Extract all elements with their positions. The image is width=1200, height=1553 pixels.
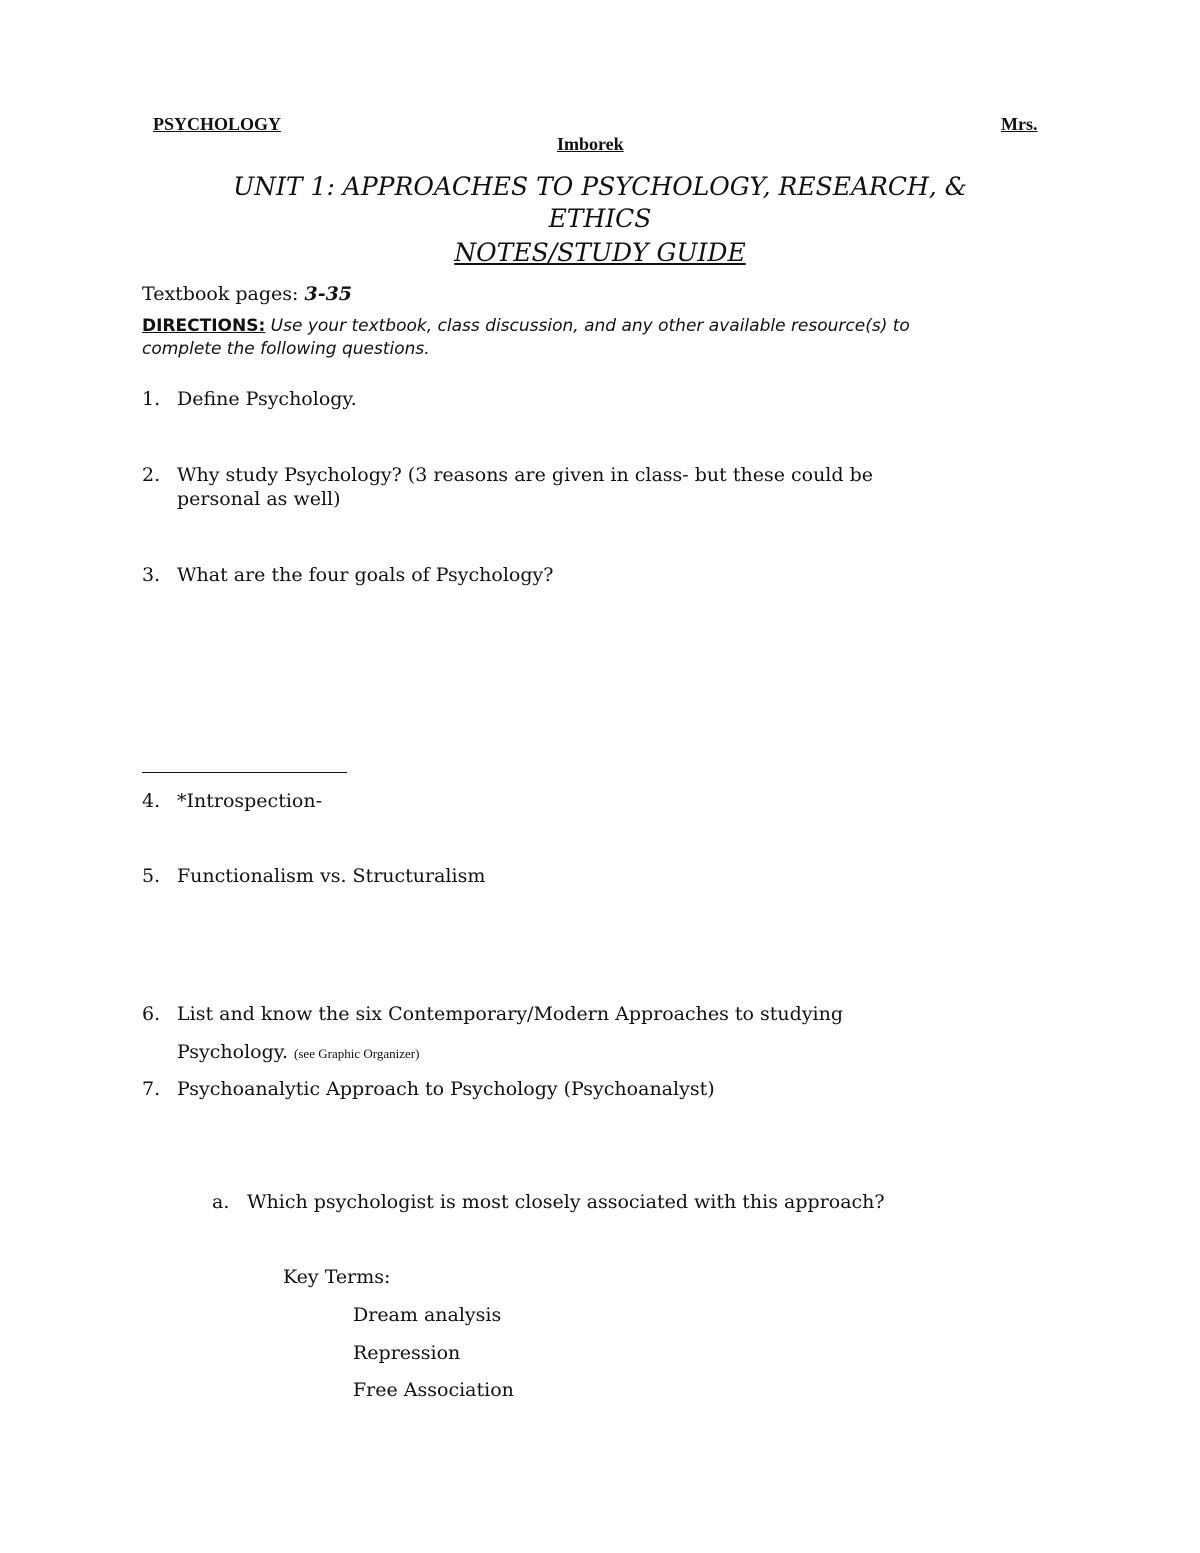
question-text-continued-main: Psychology.: [177, 1041, 295, 1063]
question-text: What are the four goals of Psychology?: [177, 564, 554, 586]
question-number: 3.: [142, 564, 161, 586]
question-text: Functionalism vs. Structuralism: [177, 865, 486, 887]
question-text: Define Psychology.: [177, 388, 357, 410]
page-title-line-1: UNIT 1: APPROACHES TO PSYCHOLOGY, RESEARCH, &: [233, 172, 967, 201]
question-number: 7.: [142, 1078, 161, 1100]
graphic-organizer-note: (see Graphic Organizer): [294, 1046, 420, 1061]
sub-question-text: Which psychologist is most closely associated with this approach?: [247, 1191, 885, 1213]
question-number: 6.: [142, 1003, 161, 1025]
question-text-continued: personal as well): [177, 488, 341, 510]
sub-question-letter: a.: [212, 1191, 230, 1213]
key-terms-label: Key Terms:: [283, 1266, 391, 1288]
question-text: List and know the six Contemporary/Modern Approaches to studying: [177, 1003, 844, 1025]
header-teacher-name: Imborek: [557, 134, 624, 154]
key-term-item: Repression: [353, 1342, 461, 1364]
textbook-pages: [142, 282, 352, 306]
question-number: 4.: [142, 790, 161, 812]
question-number: 5.: [142, 865, 161, 887]
question-text-continued: [177, 1040, 419, 1066]
key-term-item: Free Association: [353, 1379, 514, 1401]
header-subject: PSYCHOLOGY: [153, 114, 282, 134]
directions-text-2: complete the following questions.: [142, 339, 430, 359]
section-divider: [142, 772, 347, 773]
question-number: 2.: [142, 464, 161, 486]
directions: [142, 315, 910, 361]
question-text: *Introspection-: [177, 790, 323, 812]
textbook-label: Textbook pages:: [142, 283, 305, 305]
header-teacher-prefix: Mrs.: [1001, 114, 1038, 134]
page-subtitle: NOTES/STUDY GUIDE: [454, 238, 746, 267]
directions-label: DIRECTIONS:: [142, 316, 266, 336]
question-number: 1.: [142, 388, 161, 410]
textbook-page-range: 3-35: [304, 283, 353, 305]
question-text: Why study Psychology? (3 reasons are given in class- but these could be: [177, 464, 873, 486]
directions-text-1: Use your textbook, class discussion, and any other available resource(s) to: [265, 316, 910, 336]
question-text: Psychoanalytic Approach to Psychology (Psychoanalyst): [177, 1078, 715, 1100]
page-title-line-2: ETHICS: [548, 204, 652, 233]
key-term-item: Dream analysis: [353, 1304, 502, 1326]
